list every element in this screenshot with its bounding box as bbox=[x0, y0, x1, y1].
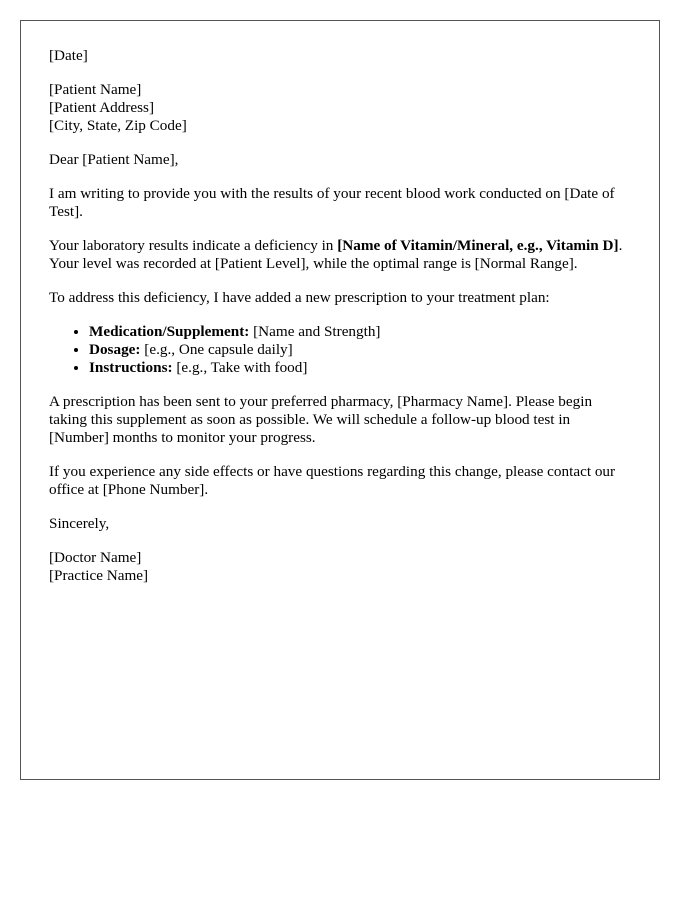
pharmacy-paragraph: A prescription has been sent to your preferred pharmacy, [Pharmacy Name]. Please begin taking this supplement as soon as possible. We will schedule a follow-up blood test in [Number] months to monitor your progress. bbox=[49, 393, 593, 446]
plan-item-value: [Name and Strength] bbox=[249, 323, 381, 340]
signature-block bbox=[49, 549, 631, 585]
recipient-name: [Patient Name] bbox=[49, 81, 142, 98]
results-suffix: . Your level was recorded at [Patient Level], while the optimal range is [Normal Range]. bbox=[49, 237, 623, 272]
letter-page bbox=[20, 20, 660, 780]
plan-item-label: Dosage: bbox=[89, 341, 141, 358]
closing: Sincerely, bbox=[49, 515, 110, 532]
plan-intro: To address this deficiency, I have added a new prescription to your treatment plan: bbox=[49, 289, 550, 306]
deficiency-name: [Name of Vitamin/Mineral, e.g., Vitamin D] bbox=[337, 237, 619, 254]
recipient-block bbox=[49, 81, 631, 135]
letter-date: [Date] bbox=[49, 47, 88, 64]
list-item bbox=[89, 341, 631, 359]
plan-item-label: Medication/Supplement: bbox=[89, 323, 250, 340]
contact-paragraph: If you experience any side effects or have questions regarding this change, please contact our office at [Phone Number]. bbox=[49, 463, 616, 498]
plan-item-value: [e.g., Take with food] bbox=[172, 359, 308, 376]
salutation: Dear [Patient Name], bbox=[49, 151, 179, 168]
recipient-address: [Patient Address] bbox=[49, 99, 155, 116]
results-paragraph bbox=[49, 237, 631, 273]
list-item bbox=[89, 359, 631, 377]
plan-item-value: [e.g., One capsule daily] bbox=[140, 341, 293, 358]
plan-item-label: Instructions: bbox=[89, 359, 173, 376]
prescription-list bbox=[49, 323, 631, 377]
practice-name: [Practice Name] bbox=[49, 567, 149, 584]
intro-paragraph: I am writing to provide you with the results of your recent blood work conducted on [Date of Test]. bbox=[49, 185, 615, 220]
results-prefix: Your laboratory results indicate a deficiency in bbox=[49, 237, 338, 254]
list-item bbox=[89, 323, 631, 341]
recipient-city-state-zip: [City, State, Zip Code] bbox=[49, 117, 187, 134]
doctor-name: [Doctor Name] bbox=[49, 549, 142, 566]
